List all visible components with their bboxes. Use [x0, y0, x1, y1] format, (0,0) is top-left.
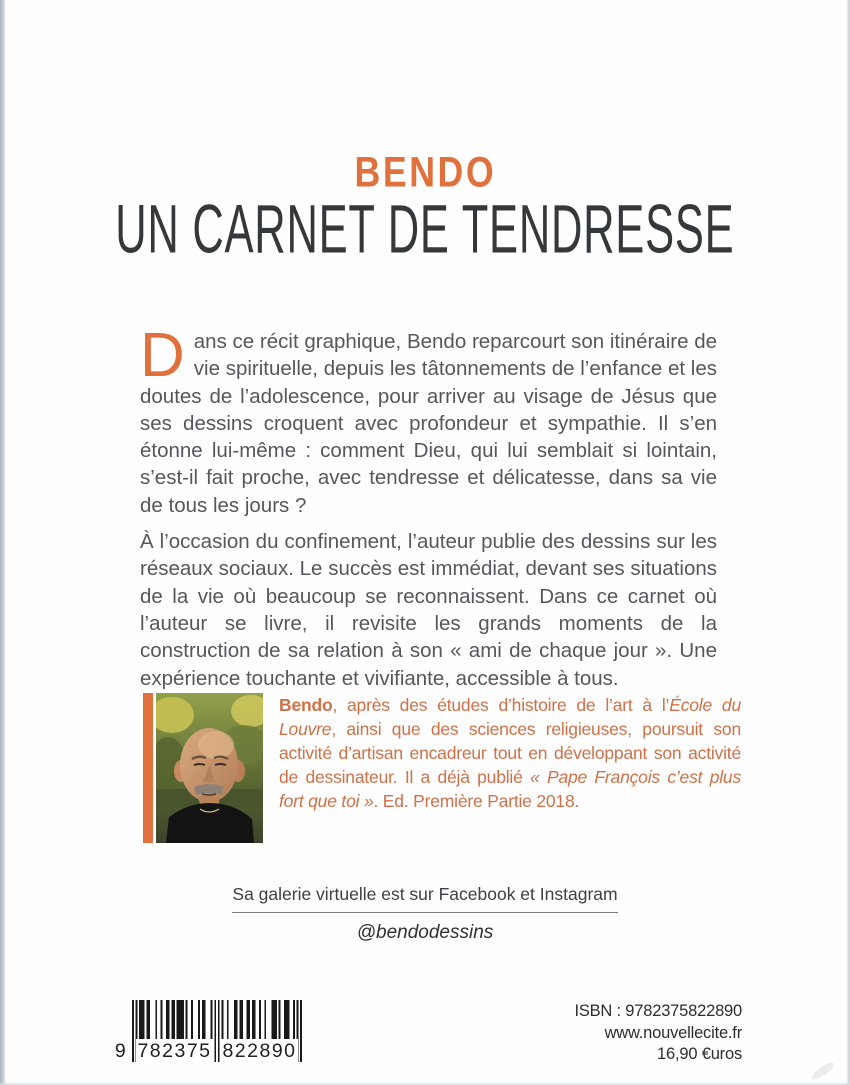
synopsis-paragraph-2: À l’occasion du confinement, l’auteur publie des dessins sur les réseaux sociaux. Le succès est immédiat, devant ses situations de la vie où beaucoup se reconnaissent. Dans ce carnet où l’auteur se livre, il revisite les grands moments de la construction de sa relation à son « ami de chaque jour ». Une expérience touchante et vivifiante, accessible à tous. — [140, 530, 717, 690]
title-wrap — [0, 191, 850, 268]
isbn-block — [422, 1001, 742, 1066]
author-bio-text: Bendo, après des études d’histoire de l’art à l’École du Louvre, ainsi que des sciences religieuses, poursuit son activité d’artisan encadreur tout en développant son activité de dessinateur. Il a déjà publié « Pape François c’est plus fort que toi ». Ed. Première Partie 2018. — [279, 695, 741, 811]
bio-section — [143, 693, 743, 843]
barcode-digit-group-2: 822890 — [222, 1040, 297, 1062]
barcode — [114, 1000, 302, 1062]
synopsis-paragraph-1 — [140, 321, 717, 519]
author-photo — [156, 693, 263, 843]
paragraph-1-text: ans ce récit graphique, Bendo reparcourt son itinéraire de vie spirituelle, depuis les tâtonnements de l’enfance et les doutes de l’adolescence, pour arriver au visage de Jésus que ses dessins croquent avec profondeur et sympathie. Il s’en étonne lui-même : comment Dieu, qui lui semblait si lointain, s’est-il fait proche, avec tendresse et délicatesse, dans sa vie de tous les jours ? — [140, 330, 717, 517]
price: 16,90 €uros — [657, 1045, 742, 1063]
dropcap: D — [140, 321, 185, 390]
author-name: BENDO — [354, 147, 496, 196]
social-block — [0, 884, 850, 944]
scan-smudge — [810, 1060, 836, 1081]
accent-bar — [143, 693, 153, 843]
synopsis — [140, 321, 717, 692]
social-handle: @bendodessins — [356, 922, 494, 943]
header — [0, 148, 850, 196]
social-gallery-line: Sa galerie virtuelle est sur Facebook et Instagram — [232, 884, 617, 913]
publisher-website: www.nouvellecite.fr — [604, 1023, 742, 1042]
barcode-digit-group-1: 782375 — [137, 1040, 212, 1062]
book-title: UN CARNET DE TENDRESSE — [115, 191, 735, 268]
isbn-line: ISBN : 9782375822890 — [574, 1002, 742, 1020]
barcode-digit-lead: 9 — [114, 1040, 128, 1062]
